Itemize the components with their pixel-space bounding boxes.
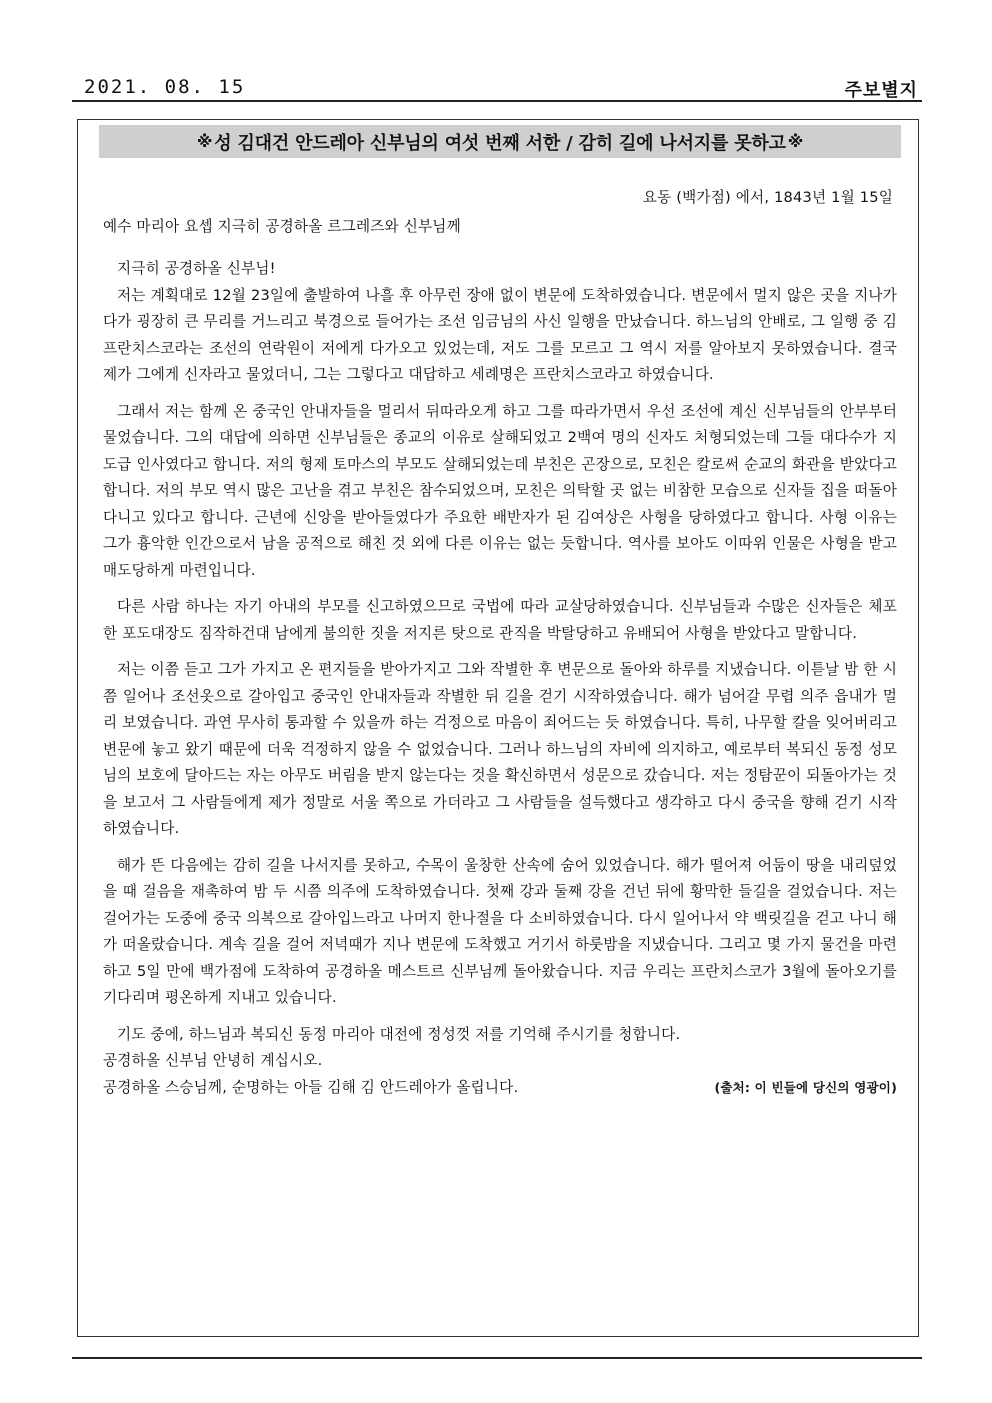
letter-paragraph: 다른 사람 하나는 자기 아내의 부모를 신고하였으므로 국법에 따라 교살당하였습니다. 신부님들과 수많은 신자들은 체포한 포도대장도 짐작하건대 남에게 불의한 짓을 저지른 탓으로 관직을 박탈당하고 유배되어 사형을 받았다고 말합니다.: [103, 598, 897, 642]
place-and-date: 요동 (백가점) 에서, 1843년 1월 15일: [642, 189, 893, 206]
bulletin-label: 주보별지: [844, 80, 918, 101]
bulletin-date: 2021. 08. 15: [84, 76, 246, 98]
letter-paragraph: 기도 중에, 하느님과 복되신 동정 마리아 대전에 정성껏 저를 기억해 주시기를 청합니다.: [117, 1025, 681, 1043]
letter-paragraph: 저는 계획대로 12월 23일에 출발하여 나흘 후 아무런 장애 없이 변문에 도착하였습니다. 변문에서 멀지 않은 곳을 지나가다가 굉장히 큰 무리를 거느리고 북경으로 들어가는 조선 임금님의 사신 일행을 만났습니다. 하느님의 안배로, 그 일행 중 김프란치스코라는 조선의 연락원이 저에게 다가오고 있었는데, 저도 그를 모르고 그 역시 저를 알아보지 못하였습니다. 결국 제가 그에게 신자라고 물었더니, 그는 그렇다고 대답하고 세례명은 프란치스코라고 하였습니다.: [103, 286, 897, 383]
letter-paragraph: 저는 이쯤 듣고 그가 가지고 온 편지들을 받아가지고 그와 작별한 후 변문으로 돌아와 하루를 지냈습니다. 이튿날 밤 한 시쯤 일어나 조선옷으로 갈아입고 중국인 안내자들과 작별한 뒤 길을 걷기 시작하였습니다. 해가 넘어갈 무렵 의주 읍내가 멀리 보였습니다. 과연 무사히 통과할 수 있을까 하는 걱정으로 마음이 죄어드는 듯 하였습니다. 특히, 나무할 칼을 잊어버리고 변문에 놓고 왔기 때문에 더욱 걱정하지 않을 수 없었습니다. 그러나 하느님의 자비에 의지하고, 예로부터 복되신 동정 성모님의 보호에 달아드는 자는 아무도 버림을 받지 않는다는 것을 확신하면서 성문으로 갔습니다. 저는 정탐꾼이 되돌아가는 것을 보고서 그 사람들에게 제가 정말로 서울 쪽으로 가더라고 그 사람들을 설득했다고 생각하고 다시 중국을 향해 걷기 시작하였습니다.: [103, 661, 897, 837]
source-citation: (출처: 이 빈들에 당신의 영광이): [714, 1079, 897, 1095]
letter-title: 성 김대건 안드레아 신부님의 여섯 번째 서한 / 감히 길에 나서지를 못하고: [214, 132, 786, 154]
signature-row: [103, 1075, 897, 1102]
letter-title-bar: [99, 125, 901, 158]
letter-paragraph: 그래서 저는 함께 온 중국인 안내자들을 멀리서 뒤따라오게 하고 그를 따라가면서 우선 조선에 계신 신부님들의 안부부터 물었습니다. 그의 대답에 의하면 신부님들은 종교의 이유로 살해되었고 2백여 명의 신자도 처형되었는데 그들 대다수가 지도급 인사였다고 합니다. 저의 형제 토마스의 부모도 살해되었는데 부친은 곤장으로, 모친은 칼로써 순교의 화관을 받았다고 합니다. 저의 부모 역시 많은 고난을 겪고 부친은 참수되었으며, 모친은 의탁할 곳 없는 비참한 모습으로 신자들 집을 떠돌아다니고 있다고 합니다. 근년에 신앙을 받아들였다가 주요한 배반자가 된 김여상은 사형을 당하였다고 합니다. 사형 이유는 그가 흉악한 인간으로서 남을 공적으로 해친 것 외에 다른 이유는 없는 듯합니다. 역사를 보아도 이따위 인물은 사형을 받고 매도당하게 마련입니다.: [103, 402, 897, 579]
letter-paragraph: 해가 뜬 다음에는 감히 길을 나서지를 못하고, 수목이 울창한 산속에 숨어 있었습니다. 해가 떨어져 어둠이 땅을 내리덮었을 때 걸음을 재촉하여 밤 두 시쯤 의주에 도착하였습니다. 첫째 강과 둘째 강을 건넌 뒤에 황막한 들길을 걸었습니다. 저는 걸어가는 도중에 중국 의복으로 갈아입느라고 나머지 한나절을 다 소비하였습니다. 다시 일어나서 약 백릿길을 걷고 나니 해가 떠올랐습니다. 계속 길을 걸어 저녁때가 지나 변문에 도착했고 거기서 하룻밤을 지냈습니다. 그리고 몇 가지 물건을 마련하고 5일 만에 백가점에 도착하여 공경하올 메스트르 신부님께 돌아왔습니다. 지금 우리는 프란치스코가 3월에 돌아오기를 기다리며 평온하게 지내고 있습니다.: [103, 856, 897, 1006]
farewell-line: 공경하올 신부님 안녕히 계십시오.: [103, 1052, 323, 1069]
reference-mark-icon: ※: [787, 132, 804, 151]
recipient-line: 예수 마리아 요셉 지극히 공경하올 르그레즈와 신부님께: [103, 217, 461, 235]
greeting-line: 지극히 공경하올 신부님!: [117, 260, 276, 277]
header-divider: [72, 100, 922, 102]
reference-mark-icon: ※: [196, 132, 213, 151]
letter-body: [103, 185, 897, 1101]
signature-line: 공경하올 스승님께, 순명하는 아들 김해 김 안드레아가 올립니다.: [103, 1078, 519, 1096]
footer-divider: [72, 1357, 922, 1359]
